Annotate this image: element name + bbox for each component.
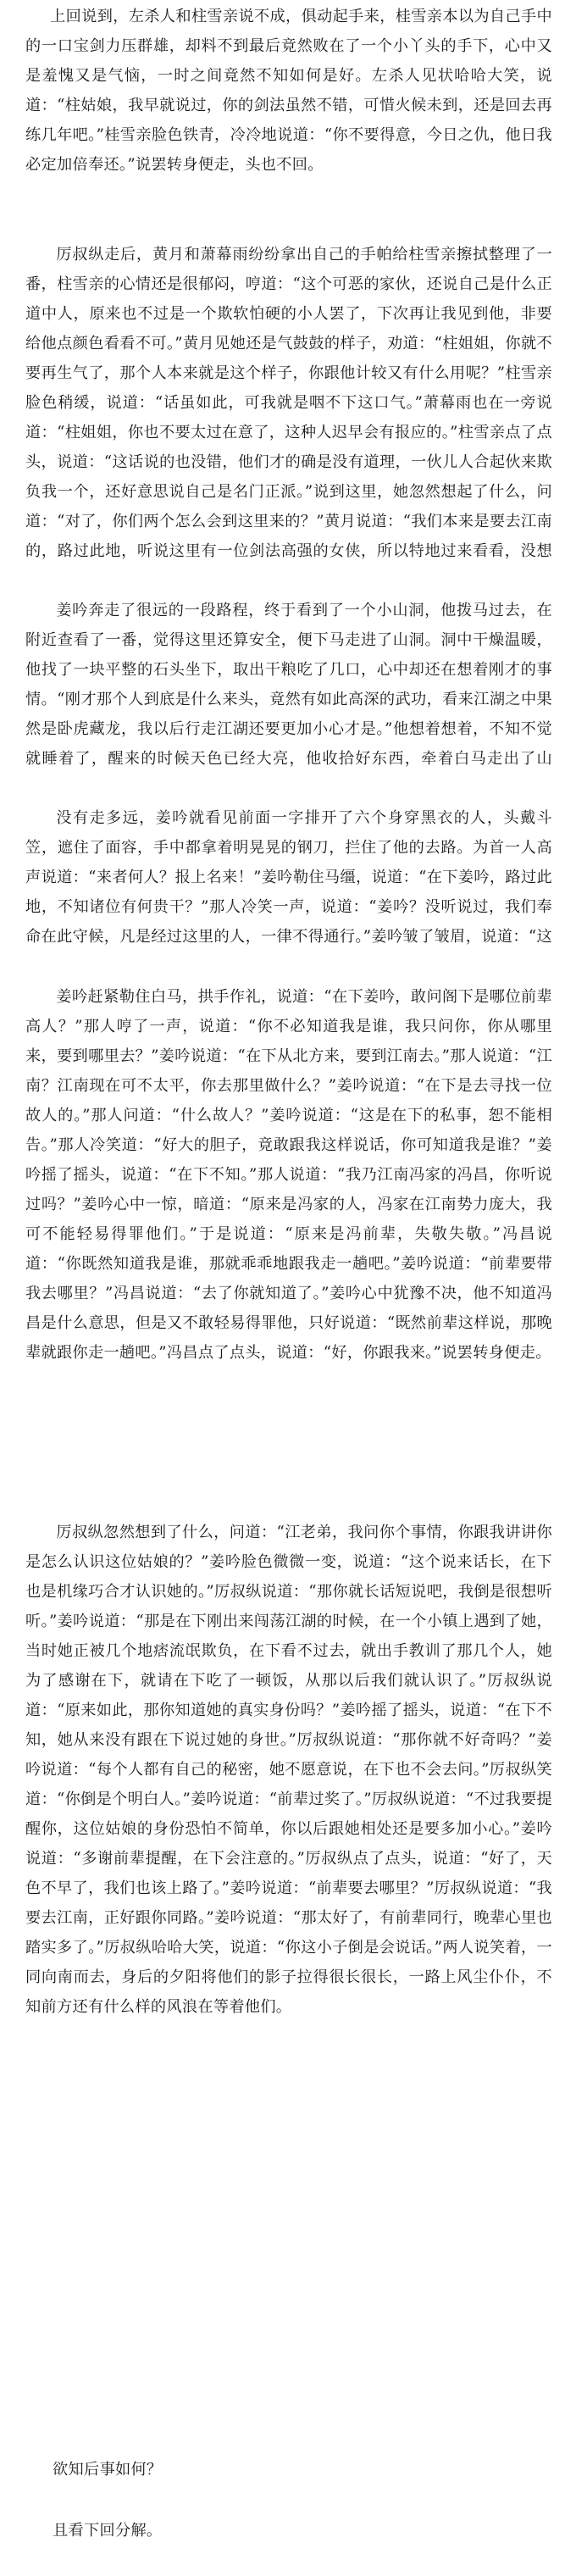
paragraph-jiang-yin-journey: 姜吟奔走了很远的一段路程，终于看到了一个小山洞，他拨马过去，在附近查看了一番，觉得这里还算安全，便下马走进了山洞。洞中干燥温暖，他找了一块平整的石头坐下，取出干粮吃了几口，心中却还在想着刚才的事情。“刚才那个人到底是什么来头，竟然有如此高深的武功，看来江湖之中果然是卧虎藏龙，我以后行走江湖还要更加小心才是。”他想着想着，不知不觉就睡着了，醒来的时候天色已经大亮，他收拾好东西，牵着白马走出了山 (25, 602, 552, 768)
paragraph-encounter: 姜吟赶紧勒住白马，拱手作礼，说道：“在下姜吟，敢问阁下是哪位前辈高人？”那人哼了一声，说道：“你不必知道我是谁，我只问你，你从哪里来，要到哪里去？”姜吟说道：“在下从北方来，要到江南去。”那人说道：“江南？江南现在可不太平，你去那里做什么？”姜吟说道：“在下是去寻找一位故人的。”那人问道：“什么故人？”姜吟说道：“这是在下的私事，恕不能相告。”那人冷笑道：“好大的胆子，竟敢跟我这样说话，你可知道我是谁？”姜吟摇了摇头，说道：“在下不知。”那人说道：“我乃江南冯家的冯昌，你听说过吗？”姜吟心中一惊，暗道：“原来是冯家的人，冯家在江南势力庞大，我可不能轻易得罪他们。”于是说道：“原来是冯前辈，失敬失敬。”冯昌说道：“你既然知道我是谁，那就乖乖地跟我走一趟吧。”姜吟说道：“前辈要带我去哪里？”冯昌说道：“去了你就知道了。”姜吟心中犹豫不决，他不知道冯昌是什么意思，但是又不敢轻易得罪他，只好说道：“既然前辈这样说，那晚辈就跟你走一趟吧。”冯昌点了点头，说道：“好，你跟我来。”说罢转身便走。 (25, 988, 552, 1362)
paragraph-conversation: 厉叔纵忽然想到了什么，问道：“江老弟，我问你个事情，你跟我讲讲你是怎么认识这位姑娘的？”姜吟脸色微微一变，说道：“这个说来话长，在下也是机缘巧合才认识她的。”厉叔纵说道：“那你就长话短说吧，我倒是很想听听。”姜吟说道：“那是在下刚出来闯荡江湖的时候，在一个小镇上遇到了她，当时她正被几个地痞流氓欺负，在下看不过去，就出手教训了那几个人，她为了感谢在下，就请在下吃了一顿饭，从那以后我们就认识了。”厉叔纵说道：“原来如此，那你知道她的真实身份吗？”姜吟摇了摇头，说道：“在下不知，她从来没有跟在下说过她的身世。”厉叔纵说道：“那你就不好奇吗？”姜吟说道：“每个人都有自己的秘密，她不愿意说，在下也不会去问。”厉叔纵笑道：“你倒是个明白人。”姜吟说道：“前辈过奖了。”厉叔纵说道：“不过我要提醒你，这位姑娘的身份恐怕不简单，你以后跟她相处还是要多加小心。”姜吟说道：“多谢前辈提醒，在下会注意的。”厉叔纵点了点头，说道：“好了，天色不早了，我们也该上路了。”姜吟说道：“前辈要去哪里？”厉叔纵说道：“我要去江南，正好跟你同路。”姜吟说道：“那太好了，有前辈同行，晚辈心里也踏实多了。”厉叔纵哈哈大笑，说道：“你这小子倒是会说话。”两人说笑着，一同向南而去，身后的夕阳将他们的影子拉得很长很长，一路上风尘仆仆，不知前方还有什么样的风浪在等着他们。 (25, 1524, 552, 2016)
paragraph-after-departure: 厉叔纵走后，黄月和萧幕雨纷纷拿出自己的手帕给柱雪亲擦拭整理了一番，柱雪亲的心情还是很郁闷，哼道：“这个可恶的家伙，还说自己是什么正道中人，原来也不过是一个欺软怕硬的小人罢了，下次再让我见到他，非要给他点颜色看看不可。”黄月见她还是气鼓鼓的样子，劝道：“柱姐姐，你就不要再生气了，那个人本来就是这个样子，你跟他计较又有什么用呢？”柱雪亲脸色稍缓，说道：“话虽如此，可我就是咽不下这口气。”萧幕雨也在一旁说道：“柱姐姐，你也不要太过在意了，这种人迟早会有报应的。”柱雪亲点了点头，说道：“这话说的也没错，他们才的确是没有道理，一伙儿人合起伙来欺负我一个，还好意思说自己是名门正派。”说到这里，她忽然想起了什么，问道：“对了，你们两个怎么会到这里来的？”黄月说道：“我们本来是要去江南的，路过此地，听说这里有一位剑法高强的女侠，所以特地过来看看，没想 (25, 246, 552, 560)
closing-question: 欲知后事如何？ (53, 2461, 163, 2479)
paragraph-recap: 上回说到，左杀人和柱雪亲说不成，俱动起手来，桂雪亲本以为自己手中的一口宝剑力压群雄，却料不到最后竟然败在了一个小丫头的手下，心中又是羞愧又是气恼，一时之间竟然不知如何是好。左杀人见状哈哈大笑，说道：“柱姑娘，我早就说过，你的剑法虽然不错，可惜火候未到，还是回去再练几年吧。”桂雪亲脸色铁青，冷冷地说道：“你不要得意，今日之仇，他日我必定加倍奉还。”说罢转身便走，头也不回。 (25, 8, 552, 174)
paragraph-road-blocked: 没有走多远，姜吟就看见前面一字排开了六个身穿黑衣的人，头戴斗笠，遮住了面容，手中都拿着明晃晃的钢刀，拦住了他的去路。为首一人高声说道：“来者何人？报上名来！”姜吟勒住马缰，说道：“在下姜吟，路过此地，不知诸位有何贵干？”那人冷笑一声，说道：“姜吟？没听说过，我们奉命在此守候，凡是经过这里的人，一律不得通行。”姜吟皱了皱眉，说道：“这 (25, 809, 552, 946)
closing-next-chapter: 且看下回分解。 (53, 2522, 163, 2540)
